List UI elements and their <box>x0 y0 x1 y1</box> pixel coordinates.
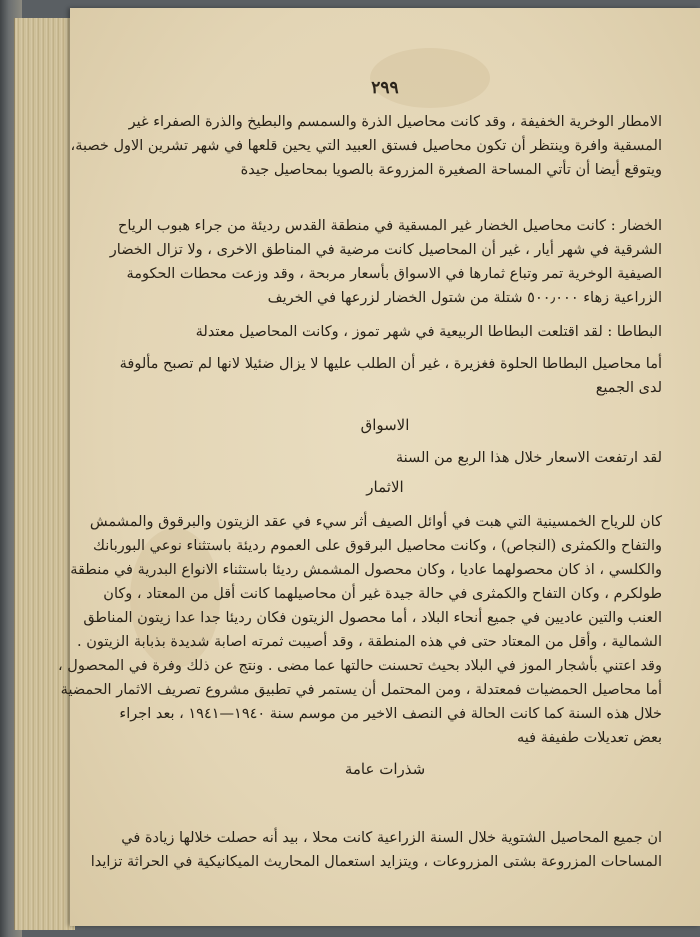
text-line: والتفاح والكمثرى (النجاص) ، وكانت محاصيل البرقوق على العموم رديئة باستثناء نوعي البوربانك <box>93 538 662 554</box>
book-page <box>58 8 700 926</box>
text-line: لقد ارتفعت الاسعار خلال هذا الربع من السنة <box>395 450 662 466</box>
text-line: المساحات المزروعة بشتى المزروعات ، ويتزايد استعمال المحاريث الميكانيكية في الحراثة تزايدا <box>90 854 662 870</box>
paragraph-intro <box>70 110 662 182</box>
text-line: طولكرم ، وكان التفاح والكمثرى في حالة جيدة غير أن محاصيلهما كانت أقل من المعتاد ، وكان <box>103 586 662 602</box>
heading-markets: الاسواق <box>360 416 410 434</box>
text-line: الصيفية الوخرية تمر وتباع ثمارها في الاسواق بأسعار مربحة ، وقد وزعت محطات الحكومة <box>126 266 662 282</box>
text-line: لدى الجميع <box>595 380 662 396</box>
text-line: الخضار : كانت محاصيل الخضار غير المسقية في منطقة القدس رديئة من جراء هبوب الرياح <box>118 218 662 234</box>
text-line: البطاطا : لقد اقتلعت البطاطا الربيعية في شهر تموز ، وكانت المحاصيل معتدلة <box>195 324 662 340</box>
text-line: الامطار الوخرية الخفيفة ، وقد كانت محاصيل الذرة والسمسم والبطيخ والذرة الصفراء غير <box>128 114 662 130</box>
paragraph-sweet-potatoes <box>119 352 662 400</box>
text-line: المسقية وافرة وينتظر أن تكون محاصيل فستق العبيد التي يحين قلعها في شهر تشرين الاول خصبة، <box>70 138 662 154</box>
text-line: والكلسي ، اذ كان محصولهما عاديا ، وكان محصول المشمش رديئا باستثناء الانواع البدرية في منطقة <box>70 562 662 578</box>
text-line: بعض تعديلات طفيفة فيه <box>516 730 662 746</box>
page-edges <box>14 18 75 930</box>
paragraph-fruits <box>58 510 662 750</box>
text-line: الشمالية ، وأقل من المعتاد حتى في هذه المنطقة ، وقد أصيبت ثمرته اصابة شديدة بذبابة الزيتون . <box>77 634 662 650</box>
paragraph-markets <box>124 446 662 470</box>
text-line: العنب والتين عاديين في جميع أنحاء البلاد ، أما محصول الزيتون فكان رديئا جدا عدا زيتون المناطق <box>83 610 662 626</box>
text-line: خلال هذه السنة كما كانت الحالة في النصف الاخير من موسم سنة ١٩٤٠—١٩٤١ ، بعد اجراء <box>119 706 662 722</box>
text-line: ان جميع المحاصيل الشتوية خلال السنة الزراعية كانت محلا ، بيد أنه حصلت خلالها زيادة في <box>121 830 662 846</box>
paragraph-vegetables <box>109 214 662 310</box>
paragraph-potatoes <box>124 320 662 344</box>
page-number: ٢٩٩ <box>371 78 399 98</box>
heading-general: شذرات عامة <box>344 760 426 778</box>
heading-fruits: الاثمار <box>366 478 404 496</box>
paragraph-general <box>90 826 662 874</box>
text-line: أما محاصيل البطاطا الحلوة فغزيرة ، غير أن الطلب عليها لا يزال ضئيلا لانها لم تصبح مألوفة <box>119 356 662 372</box>
text-line: الزراعية زهاء ٥٠٠٫٠٠٠ شتلة من شتول الخضار لزرعها في الخريف <box>267 290 662 306</box>
text-line: الشرقية في شهر أيار ، غير أن المحاصيل كانت مرضية في المناطق الاخرى ، ولا تزال الخضار <box>109 242 662 258</box>
text-line: أما محاصيل الحمضيات فمعتدلة ، ومن المحتمل أن يستمر في تطبيق مشروع تصريف الاثمار الحمضية <box>60 682 662 698</box>
text-line: وقد اعتني بأشجار الموز في البلاد بحيث تحسنت حالتها عما مضى . ونتج عن ذلك وفرة في المحصول ، <box>58 658 662 674</box>
text-line: ويتوقع أيضا أن تأتي المساحة الصغيرة المزروعة بالصويا بمحاصيل جيدة <box>240 162 662 178</box>
text-line: كان للرياح الخمسينية التي هبت في أوائل الصيف أثر سيء في عقد الزيتون والبرقوق والمشمش <box>89 514 662 530</box>
